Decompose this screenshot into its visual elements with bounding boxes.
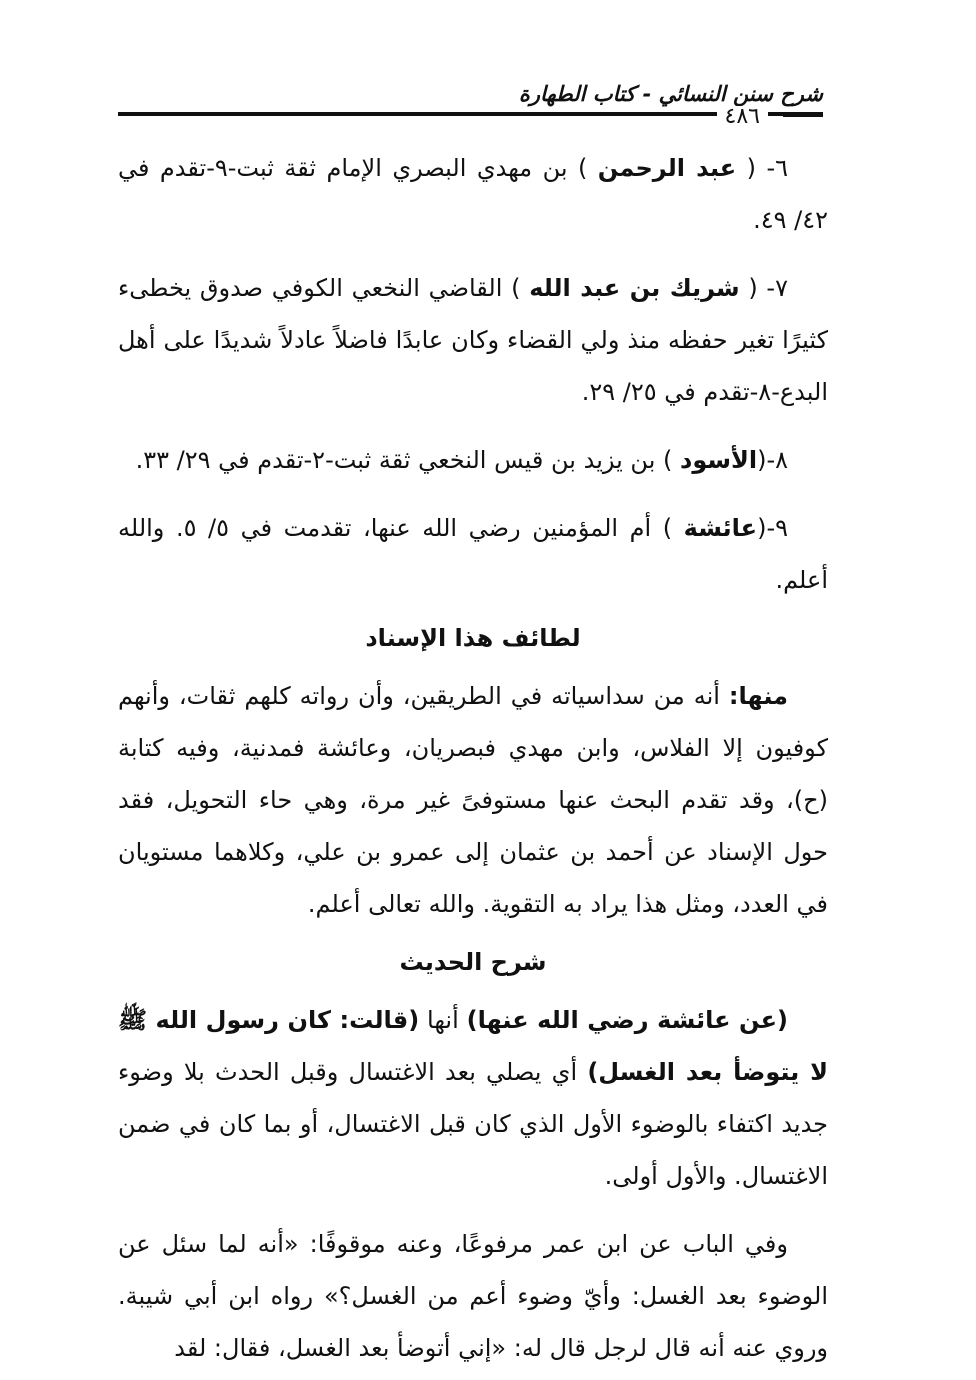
commentary-paragraph: (عن عائشة رضي الله عنها) أنها (قالت: كان رسول الله ﷺ لا يتوضأ بعد الغسل) أي يصلي بعد الاغتسال وقبل الحدث بلا وضوء جديد اكتفاء بالوضوء الأول الذي كان قبل الاغتسال، أو بما كان في ضمن الاغتسال. والأول أولى. — [118, 1006, 829, 1190]
narrator-entry-7: ٧- ( شريك بن عبد الله ) القاضي النخعي الكوفي صدوق يخطىء كثيرًا تغير حفظه منذ ولي القضاء وكان عابدًا فاضلاً عادلاً شديدًا على أهل البدع-٨-تقدم في ٢٥/ ٢٩. — [118, 274, 828, 406]
narrator-name: الأسود — [680, 446, 758, 474]
page-number: ٤٨٦ — [717, 106, 768, 128]
narrator-entry-6: ٦- ( عبد الرحمن ) بن مهدي البصري الإمام ثقة ثبت-٩-تقدم في ٤٢/ ٤٩. — [118, 154, 828, 234]
section-heading-isnad: لطائف هذا الإسناد — [365, 624, 581, 652]
header-title: شرح سنن النسائي - كتاب الطهارة — [518, 82, 823, 106]
commentary-paragraph-2: وفي الباب عن ابن عمر مرفوعًا، وعنه موقوفًا: «أنه لما سئل عن الوضوء بعد الغسل: وأيّ وضوء أعم من الغسل؟» رواه ابن أبي شيبة. وروي عنه أنه قال لرجل قال له: «إني أتوضأ بعد الغسل، فقال: لقد — [118, 1230, 828, 1362]
page-body — [118, 142, 828, 1380]
hadith-quote: (عن عائشة رضي الله عنها) — [466, 1006, 789, 1034]
hadith-quote-2: (قالت: كان رسول الله ﷺ لا يتوضأ بعد الغسل) — [118, 1006, 829, 1086]
isnad-notes-paragraph: منها: أنه من سداسياته في الطريقين، وأن رواته كلهم ثقات، وأنهم كوفيون إلا الفلاس، وابن مهدي فبصريان، وعائشة فمدنية، وفيه كتابة (ح)، وقد تقدم البحث عنها مستوفىً غير مرة، وهي حاء التحويل، فقد حول الإسناد عن أحمد بن عثمان إلى عمرو بن علي، وكلاهما مستويان في العدد، ومثل هذا يراد به التقوية. والله تعالى أعلم. — [118, 682, 828, 918]
narrator-name: عائشة — [683, 514, 758, 542]
running-header — [118, 80, 823, 129]
lead-word: منها: — [728, 682, 788, 710]
narrator-entry-8: ٨-(الأسود ) بن يزيد بن قيس النخعي ثقة ثبت-٢-تقدم في ٢٩/ ٣٣. — [135, 446, 788, 474]
narrator-name: عبد الرحمن — [597, 154, 737, 182]
narrator-entry-9: ٩-(عائشة ) أم المؤمنين رضي الله عنها، تقدمت في ٥/ ٥. والله أعلم. — [118, 514, 828, 594]
section-heading-commentary: شرح الحديث — [399, 948, 547, 976]
narrator-name: شريك بن عبد الله — [529, 274, 740, 302]
page-number-dash — [783, 114, 823, 117]
